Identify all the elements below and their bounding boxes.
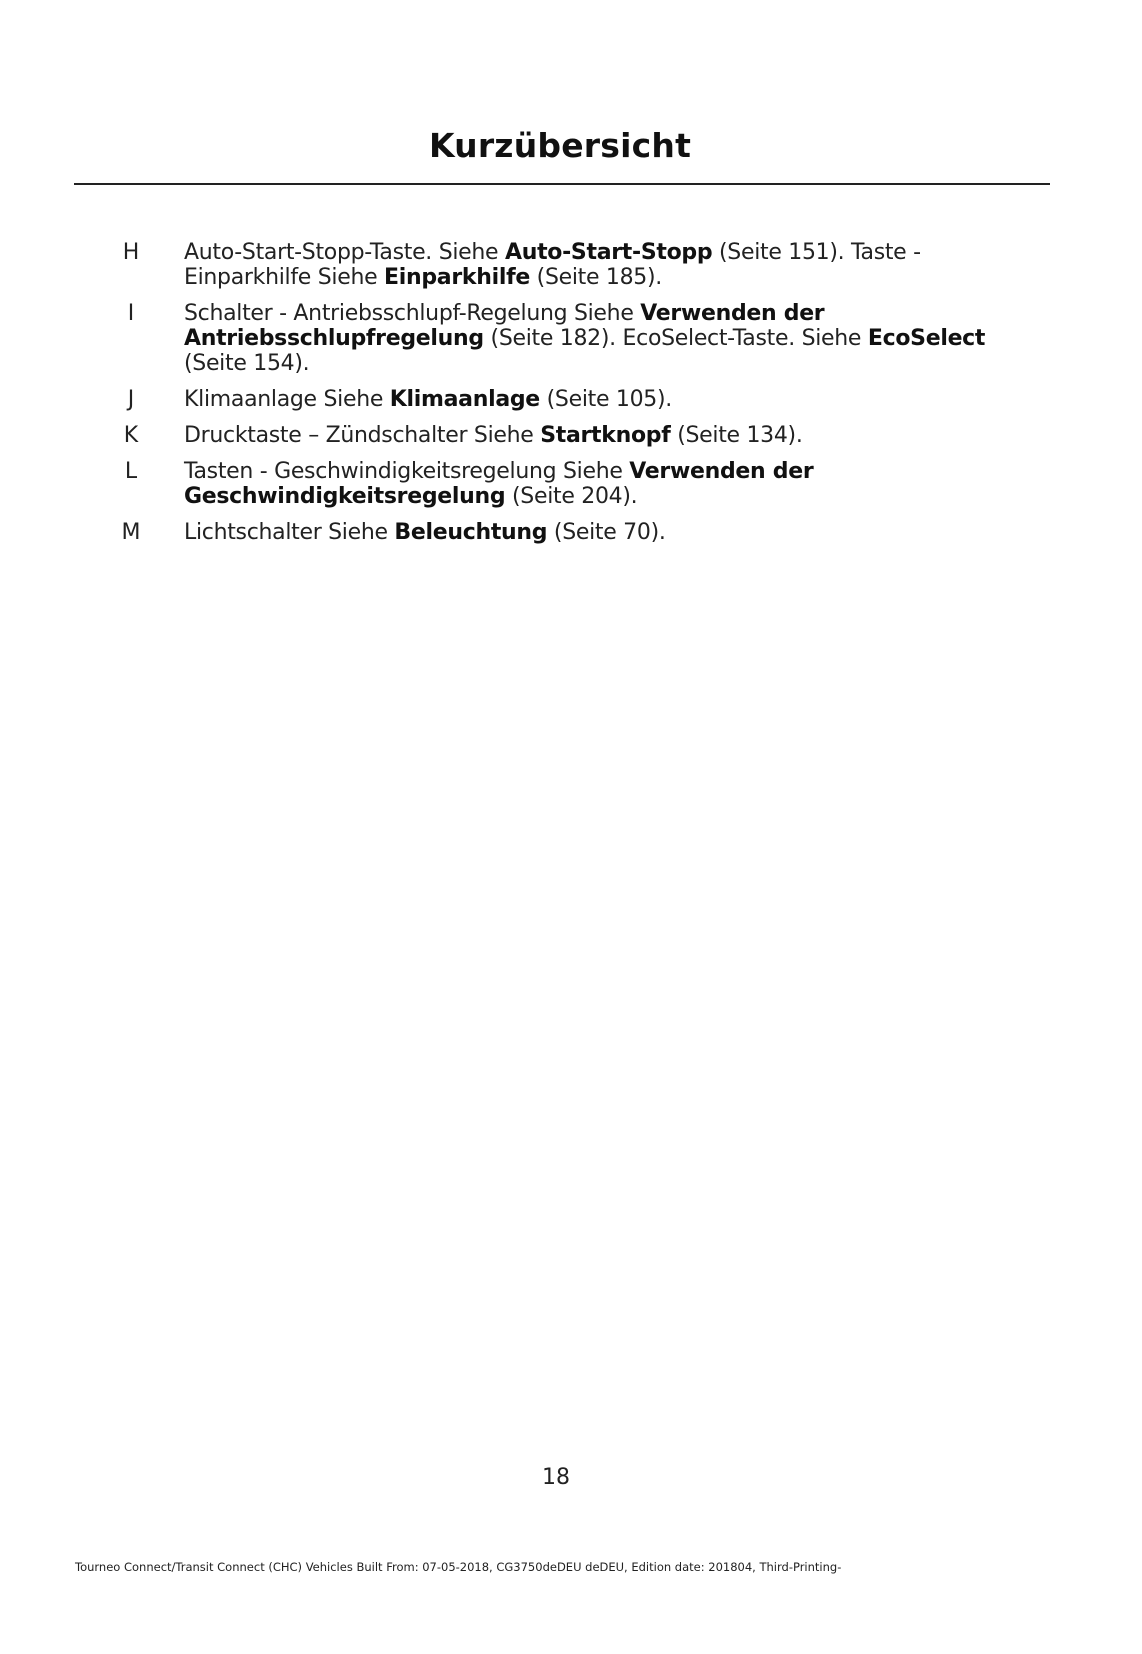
page-title: Kurzübersicht [428, 126, 692, 165]
legend-item-h [0, 240, 1142, 290]
legend-text: (Seite 105). [539, 387, 672, 412]
legend-text: Schalter - Antriebsschlupf-Regelung Siehe [184, 301, 641, 326]
legend-text: Drucktaste – Zündschalter Siehe [184, 423, 541, 448]
legend-description [184, 240, 1014, 290]
cross-reference-link[interactable]: EcoSelect [867, 326, 986, 351]
legend-item-m [0, 520, 1142, 545]
legend-item-j [0, 387, 1142, 412]
legend-text: Tasten - Geschwindigkeitsregelung Siehe [184, 459, 630, 484]
cross-reference-link[interactable]: Beleuchtung [394, 520, 548, 545]
legend-description [184, 387, 1014, 412]
legend-text: Lichtschalter Siehe [184, 520, 395, 545]
legend-letter: L [124, 459, 138, 484]
cross-reference-link[interactable]: Einparkhilfe [384, 265, 530, 290]
legend-list [0, 240, 1142, 556]
document-footer: Tourneo Connect/Transit Connect (CHC) Vehicles Built From: 07-05-2018, CG3750deDEU deDEU, Edition date: 201804, Third-Printing- [75, 1560, 842, 1574]
legend-item-k [0, 423, 1142, 448]
cross-reference-link[interactable]: Auto-Start-Stopp [504, 240, 713, 265]
legend-text: (Seite 134). [670, 423, 803, 448]
legend-item-l [0, 459, 1142, 509]
page-number: 18 [542, 1465, 570, 1490]
legend-letter: J [127, 387, 135, 412]
legend-description [184, 423, 1014, 448]
legend-text: (Seite 151). Taste - Einparkhilfe Siehe [184, 240, 921, 290]
legend-description [184, 301, 1014, 376]
legend-letter: M [121, 520, 141, 545]
title-divider [74, 183, 1050, 185]
legend-item-i [0, 301, 1142, 376]
legend-text: (Seite 154). [184, 351, 310, 376]
legend-text: Auto-Start-Stopp-Taste. Siehe [184, 240, 505, 265]
legend-text: (Seite 204). [505, 484, 638, 509]
cross-reference-link[interactable]: Verwenden der Antriebsschlupfregelung [184, 301, 825, 351]
legend-text: (Seite 70). [547, 520, 666, 545]
legend-description [184, 520, 1014, 545]
legend-text: (Seite 182). EcoSelect-Taste. Siehe [483, 326, 868, 351]
cross-reference-link[interactable]: Startknopf [540, 423, 671, 448]
legend-text: Klimaanlage Siehe [184, 387, 390, 412]
cross-reference-link[interactable]: Verwenden der Geschwindigkeitsregelung [184, 459, 814, 509]
legend-letter: H [122, 240, 140, 265]
legend-description [184, 459, 1014, 509]
legend-letter: K [123, 423, 139, 448]
cross-reference-link[interactable]: Klimaanlage [389, 387, 540, 412]
legend-text: (Seite 185). [529, 265, 662, 290]
legend-letter: I [127, 301, 135, 326]
